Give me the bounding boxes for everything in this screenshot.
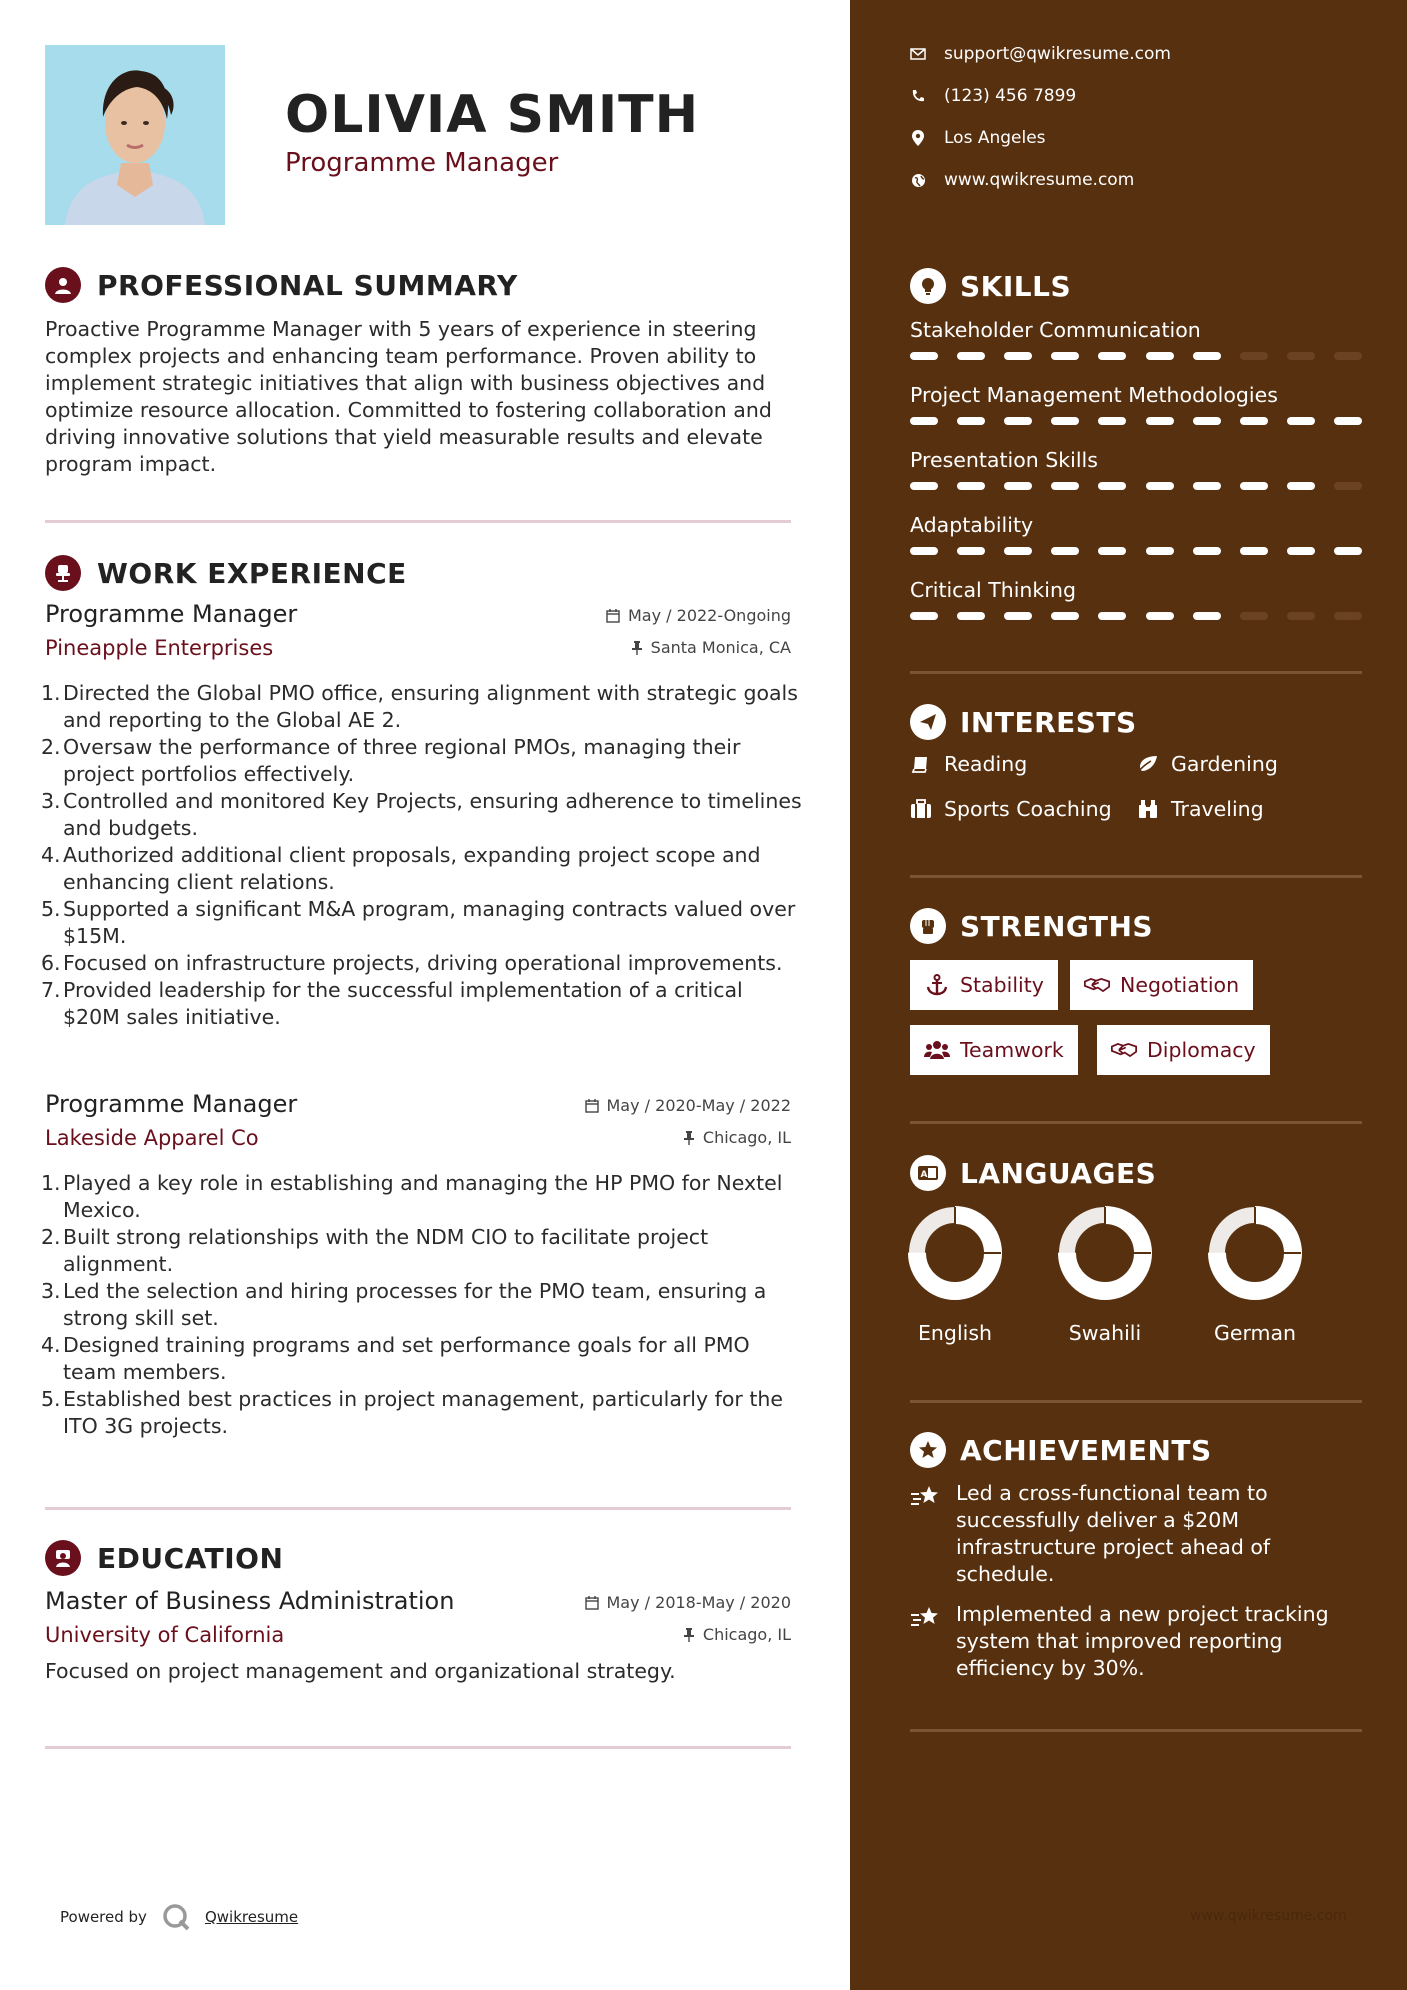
strength-label: Teamwork bbox=[960, 1038, 1064, 1062]
handshake-icon bbox=[1084, 974, 1110, 996]
interest-item bbox=[1137, 797, 1264, 821]
divider bbox=[45, 1507, 791, 1510]
strengths-heading bbox=[910, 908, 1153, 944]
list-item: 5. Supported a significant M&A program, managing contracts valued over $15M. bbox=[41, 897, 796, 948]
job-duties bbox=[41, 1170, 805, 1440]
contact-website-text: www.qwikresume.com bbox=[944, 170, 1135, 190]
globe-icon bbox=[910, 172, 926, 188]
lightbulb-icon bbox=[910, 268, 946, 304]
education-location bbox=[683, 1625, 791, 1644]
skill-dash-filled bbox=[1240, 417, 1268, 425]
list-item: 1. Directed the Global PMO office, ensuring alignment with strategic goals and reporting to the Global AE 2. bbox=[41, 681, 798, 732]
language-name: German bbox=[1213, 1321, 1297, 1345]
calendar-icon bbox=[585, 1596, 599, 1610]
language-ring bbox=[1057, 1205, 1153, 1301]
users-icon bbox=[924, 1039, 950, 1061]
candidate-name: OLIVIA SMITH bbox=[285, 85, 700, 145]
education-entry bbox=[45, 1587, 791, 1683]
job-role: Programme Manager bbox=[45, 600, 298, 628]
skill-dash-filled bbox=[1287, 482, 1315, 490]
achievements-heading bbox=[910, 1432, 1212, 1468]
profile-photo bbox=[45, 45, 225, 225]
divider bbox=[45, 1746, 791, 1749]
skill-dash-filled bbox=[1098, 352, 1126, 360]
map-marker-icon bbox=[910, 130, 926, 146]
skill-name: Adaptability bbox=[910, 513, 1034, 537]
language-ring bbox=[1207, 1205, 1303, 1301]
skill-dash-filled bbox=[1193, 547, 1221, 555]
skill-dash-filled bbox=[1098, 417, 1126, 425]
candidate-title: Programme Manager bbox=[285, 148, 559, 178]
language-item bbox=[900, 1205, 1010, 1345]
skill-dash-filled bbox=[910, 612, 938, 620]
qwikresume-link[interactable]: Qwikresume bbox=[204, 1908, 299, 1926]
job-date bbox=[606, 606, 791, 625]
languages-title: LANGUAGES bbox=[960, 1156, 1157, 1190]
skill-name: Critical Thinking bbox=[910, 578, 1076, 602]
skill-dash-filled bbox=[1051, 482, 1079, 490]
skill-dash-filled bbox=[910, 547, 938, 555]
skill-dash-filled bbox=[957, 547, 985, 555]
summary-title: PROFESSIONAL SUMMARY bbox=[97, 268, 518, 302]
achievement-text: Led a cross-functional team to successfully deliver a $20M infrastructure project ahead of schedule. bbox=[956, 1481, 1271, 1586]
skill-dash-filled bbox=[957, 612, 985, 620]
interest-item bbox=[1137, 752, 1278, 776]
pin-icon bbox=[631, 641, 643, 655]
skill-dash-filled bbox=[1004, 352, 1032, 360]
job-role: Programme Manager bbox=[45, 1090, 298, 1118]
skills-title: SKILLS bbox=[960, 269, 1072, 303]
shooting-star-icon bbox=[910, 1601, 942, 1682]
education-title: EDUCATION bbox=[97, 1541, 284, 1575]
skill-rating-bar bbox=[910, 482, 1362, 490]
interests-title: INTERESTS bbox=[960, 705, 1137, 739]
job-company: Lakeside Apparel Co bbox=[45, 1126, 259, 1150]
skill-dash-empty bbox=[1334, 482, 1362, 490]
contact-phone[interactable] bbox=[910, 86, 1076, 106]
skill-dash-filled bbox=[1193, 417, 1221, 425]
skill-dash-empty bbox=[1287, 352, 1315, 360]
skill-dash-filled bbox=[1240, 482, 1268, 490]
divider bbox=[910, 671, 1362, 674]
list-item: 3. Led the selection and hiring processes for the PMO team, ensuring a strong skill set. bbox=[41, 1279, 767, 1330]
skill-dash-filled bbox=[910, 417, 938, 425]
language-item bbox=[1200, 1205, 1310, 1345]
job-location-text: Chicago, IL bbox=[702, 1128, 791, 1147]
language-ring bbox=[907, 1205, 1003, 1301]
education-location-text: Chicago, IL bbox=[702, 1625, 791, 1644]
interest-item bbox=[910, 797, 1112, 821]
skill-dash-empty bbox=[1334, 612, 1362, 620]
divider bbox=[910, 1400, 1362, 1403]
education-heading bbox=[45, 1540, 283, 1576]
divider bbox=[910, 1729, 1362, 1732]
skill-item bbox=[910, 513, 1362, 537]
skill-dash-filled bbox=[1334, 417, 1362, 425]
skill-dash-filled bbox=[1193, 612, 1221, 620]
list-item: 2. Oversaw the performance of three regional PMOs, managing their project portfolios effectively. bbox=[41, 735, 741, 786]
skill-dash-filled bbox=[1098, 612, 1126, 620]
list-item: 6. Focused on infrastructure projects, driving operational improvements. bbox=[41, 951, 783, 975]
skill-dash-filled bbox=[957, 482, 985, 490]
user-icon bbox=[45, 267, 81, 303]
contact-email[interactable] bbox=[910, 44, 1171, 64]
anchor-icon bbox=[924, 974, 950, 996]
language-ring-hole bbox=[1227, 1225, 1283, 1281]
list-item: 3. Controlled and monitored Key Projects, ensuring adherence to timelines and budgets. bbox=[41, 789, 802, 840]
job-date bbox=[585, 1096, 792, 1115]
list-item: 4. Designed training programs and set performance goals for all PMO team members. bbox=[41, 1333, 750, 1384]
divider bbox=[910, 1121, 1362, 1124]
strengths-title: STRENGTHS bbox=[960, 909, 1154, 943]
list-item: 5. Established best practices in project management, particularly for the ITO 3G projects. bbox=[41, 1387, 784, 1438]
skill-item bbox=[910, 383, 1362, 407]
skill-dash-filled bbox=[1287, 547, 1315, 555]
strength-badge bbox=[1097, 1025, 1270, 1075]
skill-rating-bar bbox=[910, 547, 1362, 555]
skill-dash-filled bbox=[1287, 417, 1315, 425]
contact-location-text: Los Angeles bbox=[944, 128, 1046, 148]
education-date bbox=[585, 1593, 792, 1612]
skill-dash-filled bbox=[1193, 482, 1221, 490]
skill-name: Stakeholder Communication bbox=[910, 318, 1201, 342]
skill-rating-bar bbox=[910, 612, 1362, 620]
language-item bbox=[1050, 1205, 1160, 1345]
divider bbox=[45, 520, 791, 523]
paper-plane-icon bbox=[910, 704, 946, 740]
skill-dash-filled bbox=[1146, 547, 1174, 555]
job-entry bbox=[41, 600, 802, 1029]
contact-location bbox=[910, 128, 1046, 148]
job-entry bbox=[41, 1090, 791, 1438]
interest-label: Gardening bbox=[1171, 752, 1278, 776]
list-item: 4. Authorized additional client proposals, expanding project scope and enhancing client relations. bbox=[41, 843, 761, 894]
education-date-text: May / 2018-May / 2020 bbox=[606, 1593, 791, 1612]
skill-dash-filled bbox=[910, 352, 938, 360]
skill-dash-filled bbox=[957, 417, 985, 425]
skill-dash-filled bbox=[1004, 547, 1032, 555]
footer bbox=[60, 1902, 298, 1932]
skill-dash-filled bbox=[1051, 417, 1079, 425]
skill-rating-bar bbox=[910, 417, 1362, 425]
watermark: www.qwikresume.com bbox=[1190, 1908, 1347, 1924]
job-location bbox=[631, 638, 791, 657]
star-badge-icon bbox=[910, 1432, 946, 1468]
summary-heading bbox=[45, 267, 518, 303]
strength-label: Negotiation bbox=[1120, 973, 1240, 997]
strength-badge bbox=[910, 960, 1058, 1010]
envelope-icon bbox=[910, 46, 926, 62]
school: University of California bbox=[45, 1623, 285, 1647]
skill-dash-filled bbox=[1098, 482, 1126, 490]
interest-label: Sports Coaching bbox=[944, 797, 1112, 821]
portrait-image bbox=[45, 45, 225, 225]
strength-badge bbox=[1070, 960, 1253, 1010]
svg-text:A: A bbox=[920, 1170, 928, 1180]
briefcase-icon bbox=[910, 798, 932, 820]
job-date-text: May / 2022-Ongoing bbox=[628, 606, 791, 625]
skill-dash-filled bbox=[1051, 612, 1079, 620]
shooting-star-icon bbox=[910, 1480, 942, 1588]
skill-dash-filled bbox=[1146, 482, 1174, 490]
skill-dash-filled bbox=[1051, 352, 1079, 360]
education-description: Focused on project management and organizational strategy. bbox=[45, 1659, 676, 1683]
contact-website[interactable] bbox=[910, 170, 1134, 190]
interests-heading bbox=[910, 704, 1137, 740]
powered-by-label: Powered by bbox=[60, 1908, 147, 1926]
book-icon bbox=[910, 753, 932, 775]
binoculars-icon bbox=[1137, 798, 1159, 820]
strength-badge bbox=[910, 1025, 1078, 1075]
skill-dash-filled bbox=[1193, 352, 1221, 360]
experience-title: WORK EXPERIENCE bbox=[97, 556, 407, 590]
experience-heading bbox=[45, 555, 407, 591]
job-company: Pineapple Enterprises bbox=[45, 636, 274, 660]
list-item: 1. Played a key role in establishing and managing the HP PMO for Nextel Mexico. bbox=[41, 1171, 783, 1222]
skill-dash-filled bbox=[1098, 547, 1126, 555]
achievement-item bbox=[910, 1480, 1362, 1588]
phone-icon bbox=[910, 88, 926, 104]
skill-dash-filled bbox=[1146, 417, 1174, 425]
skill-rating-bar bbox=[910, 352, 1362, 360]
language-icon bbox=[910, 1155, 946, 1191]
graduate-icon bbox=[45, 1540, 81, 1576]
skill-name: Project Management Methodologies bbox=[910, 383, 1278, 407]
skill-dash-filled bbox=[1004, 417, 1032, 425]
skill-dash-empty bbox=[1240, 352, 1268, 360]
qwikresume-logo-icon bbox=[161, 1902, 191, 1932]
office-chair-icon bbox=[45, 555, 81, 591]
interest-label: Reading bbox=[944, 752, 1028, 776]
degree: Master of Business Administration bbox=[45, 1587, 455, 1615]
achievements-title: ACHIEVEMENTS bbox=[960, 1433, 1212, 1467]
sidebar bbox=[850, 0, 1407, 1990]
interest-item bbox=[910, 752, 1027, 776]
skill-dash-filled bbox=[1146, 612, 1174, 620]
skill-dash-empty bbox=[1334, 352, 1362, 360]
language-ring-hole bbox=[1077, 1225, 1133, 1281]
skill-name: Presentation Skills bbox=[910, 448, 1098, 472]
list-item: 7. Provided leadership for the successful implementation of a critical $20M sales initiative. bbox=[41, 978, 743, 1029]
skill-dash-empty bbox=[1240, 612, 1268, 620]
list-item: 2. Built strong relationships with the NDM CIO to facilitate project alignment. bbox=[41, 1225, 709, 1276]
contact-phone-text: (123) 456 7899 bbox=[944, 86, 1077, 106]
divider bbox=[910, 875, 1362, 878]
interest-label: Traveling bbox=[1171, 797, 1264, 821]
skill-dash-filled bbox=[1334, 547, 1362, 555]
leaf-icon bbox=[1137, 753, 1159, 775]
contact-email-text: support@qwikresume.com bbox=[944, 44, 1171, 64]
skill-item bbox=[910, 578, 1362, 602]
skill-dash-filled bbox=[1146, 352, 1174, 360]
job-date-text: May / 2020-May / 2022 bbox=[606, 1096, 791, 1115]
strength-label: Diplomacy bbox=[1147, 1038, 1256, 1062]
calendar-icon bbox=[585, 1099, 599, 1113]
strength-label: Stability bbox=[960, 973, 1044, 997]
calendar-icon bbox=[606, 609, 620, 623]
achievement-item bbox=[910, 1601, 1362, 1682]
skill-dash-empty bbox=[1287, 612, 1315, 620]
skill-dash-filled bbox=[910, 482, 938, 490]
skill-dash-filled bbox=[1240, 547, 1268, 555]
language-name: Swahili bbox=[1068, 1321, 1142, 1345]
summary-text: Proactive Programme Manager with 5 years of experience in steering complex projects and enhancing team performance. Proven ability to implement strategic initiatives that align with business objectives and optimize resource allocation. Committed to fostering collaboration and driving innovative solutions that yield measurable results and elevate program impact. bbox=[45, 317, 772, 476]
achievement-text: Implemented a new project tracking system that improved reporting efficiency by 30%. bbox=[956, 1602, 1329, 1680]
skill-dash-filled bbox=[957, 352, 985, 360]
skill-item bbox=[910, 448, 1362, 472]
job-location bbox=[683, 1128, 791, 1147]
job-duties bbox=[41, 680, 805, 1031]
language-ring-hole bbox=[927, 1225, 983, 1281]
skill-item bbox=[910, 318, 1362, 342]
language-name: English bbox=[917, 1321, 993, 1345]
skill-dash-filled bbox=[1004, 612, 1032, 620]
skills-heading bbox=[910, 268, 1071, 304]
skill-dash-filled bbox=[1051, 547, 1079, 555]
fist-icon bbox=[910, 908, 946, 944]
job-location-text: Santa Monica, CA bbox=[650, 638, 791, 657]
pin-icon bbox=[683, 1131, 695, 1145]
handshake-icon bbox=[1111, 1039, 1137, 1061]
pin-icon bbox=[683, 1628, 695, 1642]
skill-dash-filled bbox=[1004, 482, 1032, 490]
languages-heading bbox=[910, 1155, 1156, 1191]
